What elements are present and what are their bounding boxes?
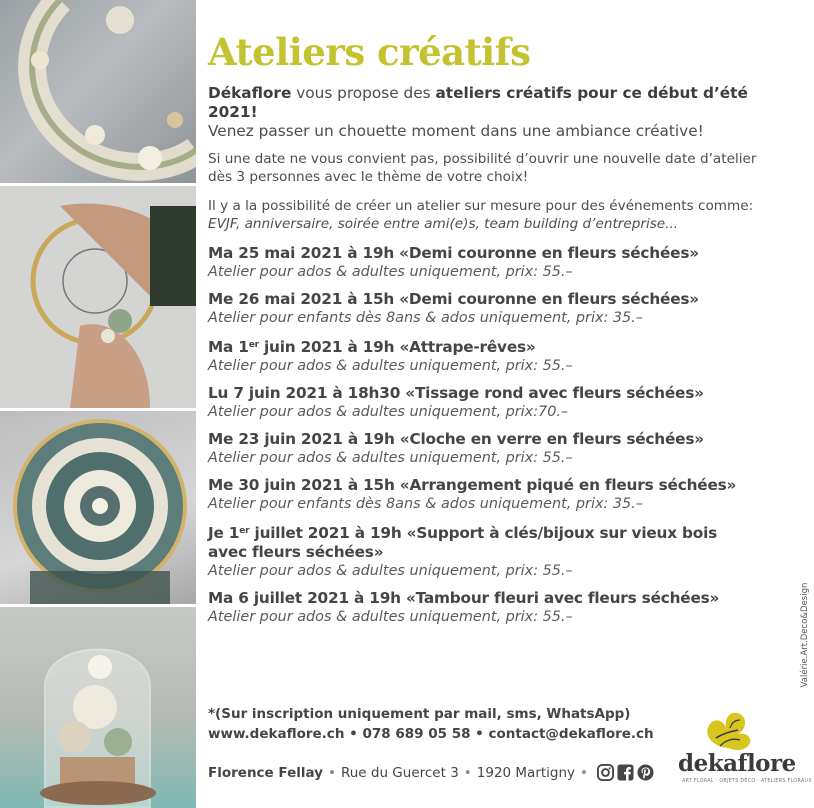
- pinterest-icon[interactable]: [637, 764, 654, 781]
- event-title-text: Ma 1: [208, 338, 249, 356]
- intro-text: [208, 84, 798, 141]
- event-title-superscript: er: [239, 526, 250, 536]
- event-description: Atelier pour enfants dès 8ans & ados uniquement, prix: 35.–: [208, 310, 643, 326]
- brand-name: Dékaflore: [208, 84, 292, 102]
- event-description: Atelier pour ados & adultes uniquement, prix: 55.–: [208, 358, 573, 374]
- separator-dot: •: [463, 764, 472, 781]
- event-title-text: juillet 2021 à 19h «Support à clés/bijoux sur vieux bois avec fleurs séchées»: [208, 524, 718, 561]
- event-title-text: Ma 25 mai 2021 à 19h «Demi couronne en fleurs séchées»: [208, 244, 699, 262]
- owner-name: Florence Fellay: [208, 764, 323, 781]
- logo-wordmark: dekaflore: [678, 750, 796, 777]
- separator-dot: •: [328, 764, 336, 781]
- dekaflore-logo: [676, 710, 812, 790]
- event-title-text: Me 23 juin 2021 à 19h «Cloche en verre en fleurs séchées»: [208, 430, 704, 448]
- event-item: [208, 430, 798, 467]
- flower-logo-icon: [698, 708, 758, 754]
- event-description: Atelier pour enfants dès 8ans & ados uniquement, prix: 35.–: [208, 496, 643, 512]
- logo-tagline: ART FLORAL · OBJETS DÉCO · ATELIERS FLORAUX: [682, 779, 812, 784]
- events-list: [208, 244, 798, 626]
- footer: [208, 704, 678, 744]
- intro-text-part: vous propose des: [291, 84, 436, 102]
- event-description: Atelier pour ados & adultes uniquement, prix: 55.–: [208, 609, 573, 625]
- event-description: Atelier pour ados & adultes uniquement, prix: 55.–: [208, 563, 573, 579]
- date-note: Si une date ne vous convient pas, possibilité d’ouvrir une nouvelle date d’atelier dès 3 personnes avec le thème de votre choix!: [208, 151, 757, 185]
- city-address: 1920 Martigny: [476, 764, 576, 781]
- event-title-text: Je 1: [208, 524, 240, 542]
- page-title: Ateliers créatifs: [208, 30, 531, 74]
- event-item: [208, 476, 798, 513]
- event-title: [208, 244, 798, 263]
- photo-dreamcatcher-making: [0, 186, 196, 408]
- event-description: Atelier pour ados & adultes uniquement, prix:70.–: [208, 404, 569, 420]
- event-title: [208, 384, 798, 403]
- contact-line[interactable]: www.dekaflore.ch • 078 689 05 58 • contact@dekaflore.ch: [208, 726, 654, 742]
- address-line: [208, 764, 654, 781]
- photo-round-weaving: [0, 411, 196, 604]
- event-title: [208, 336, 798, 357]
- event-item: [208, 244, 798, 281]
- event-title: [208, 430, 798, 449]
- event-description: Atelier pour ados & adultes uniquement, prix: 55.–: [208, 264, 573, 280]
- event-item: [208, 290, 798, 327]
- custom-workshop-prefix: Il y a la possibilité de créer un atelier sur mesure pour des événements comme:: [208, 198, 754, 214]
- event-item: [208, 336, 798, 375]
- street-address: Rue du Guercet 3: [340, 764, 459, 781]
- photo-glass-bell-arrangement: [0, 607, 196, 808]
- event-item: [208, 589, 798, 626]
- social-icons: [597, 764, 654, 781]
- event-title: [208, 290, 798, 309]
- main-content: [208, 30, 798, 635]
- design-credit-text: Valérie.Art.Deco&Design: [800, 582, 810, 688]
- event-title-text: Lu 7 juin 2021 à 18h30 «Tissage rond avec fleurs séchées»: [208, 384, 704, 402]
- instagram-icon[interactable]: [597, 764, 614, 781]
- intro-line-2: Venez passer un chouette moment dans une ambiance créative!: [208, 122, 704, 140]
- event-item: [208, 384, 798, 421]
- event-title-text: Me 26 mai 2021 à 15h «Demi couronne en fleurs séchées»: [208, 290, 699, 308]
- custom-workshop-examples: EVJF, anniversaire, soirée entre ami(e)s, team building d’entreprise...: [208, 216, 679, 232]
- facebook-icon[interactable]: [617, 764, 634, 781]
- event-title-text: Ma 6 juillet 2021 à 19h «Tambour fleuri avec fleurs séchées»: [208, 589, 720, 607]
- event-title: [208, 476, 798, 495]
- event-title-text: juin 2021 à 19h «Attrape-rêves»: [258, 338, 536, 356]
- event-title-text: Me 30 juin 2021 à 15h «Arrangement piqué en fleurs séchées»: [208, 476, 737, 494]
- inscription-note: *(Sur inscription uniquement par mail, sms, WhatsApp): [208, 706, 631, 722]
- design-credit: [799, 555, 811, 715]
- event-title: [208, 589, 798, 608]
- event-description: Atelier pour ados & adultes uniquement, prix: 55.–: [208, 450, 573, 466]
- intro-highlight: ateliers créatifs pour ce début d’été 2021!: [208, 84, 748, 121]
- event-title-superscript: er: [248, 340, 259, 350]
- photo-column: [0, 0, 196, 808]
- custom-workshop-note: [208, 197, 788, 233]
- separator-dot: •: [580, 764, 589, 781]
- event-item: [208, 522, 798, 580]
- photo-dried-flower-wreath: [0, 0, 196, 183]
- event-title: [208, 522, 733, 562]
